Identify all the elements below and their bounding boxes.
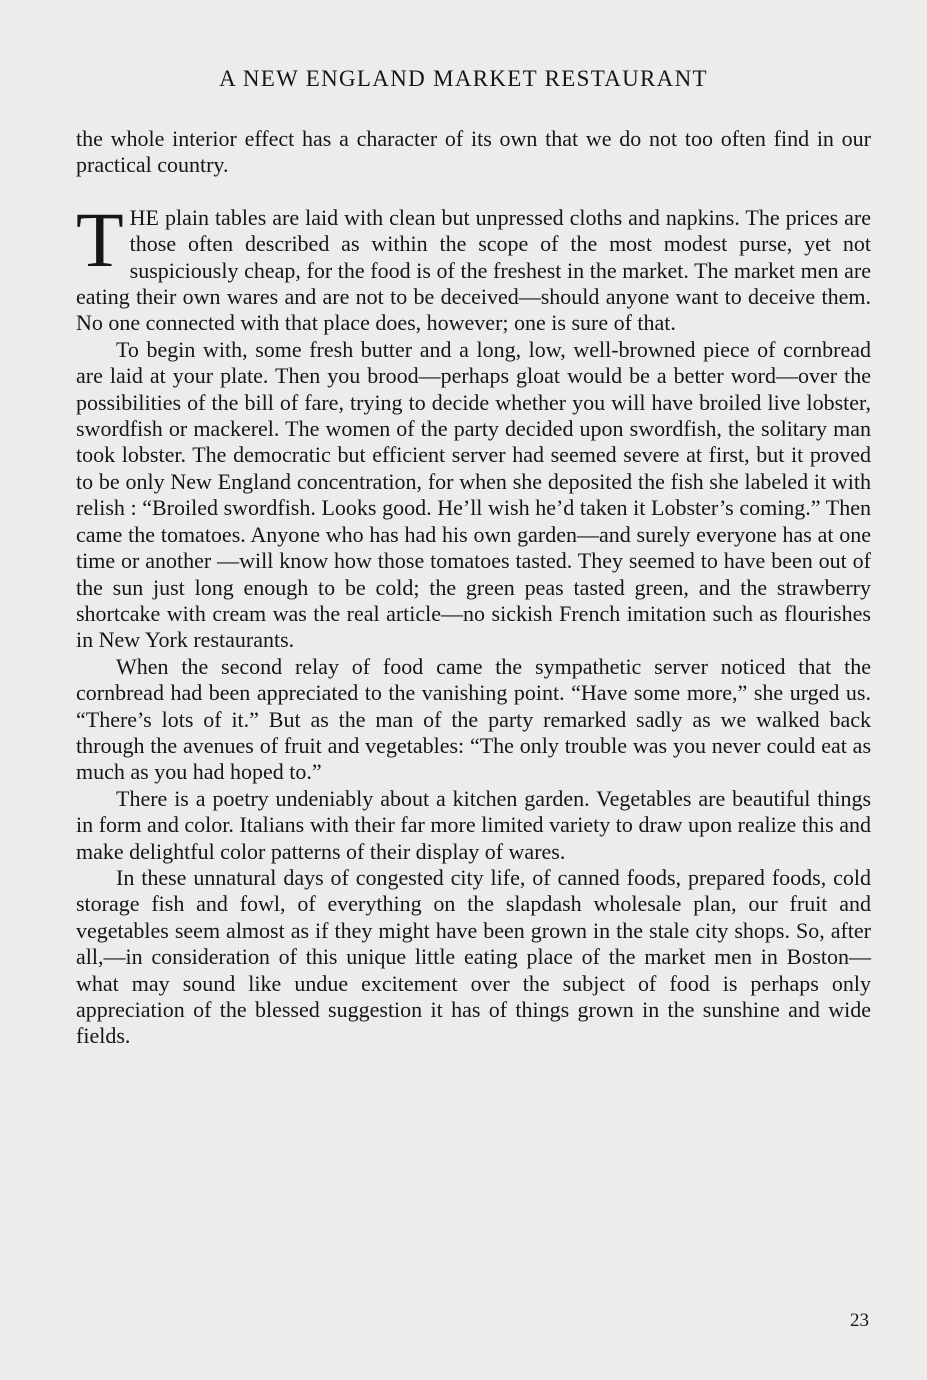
paragraph: To begin with, some fresh butter and a long, low, well-browned piece of cornbread are laid at your plate. Then you brood—perhaps gloat would be a better word—over the possibilities of the bill of fare, trying to decide whether you will have broiled live lobster, swordfish or mackerel. The women of the party decided upon swordfish, the solitary man took lobster. The democratic but efficient server had seemed severe at first, but it proved to be only New England concentration, for when she deposited the fish she labeled it with relish : “Broiled swordfish. Looks good. He’ll wish he’d taken it Lobster’s coming.” Then came the tomatoes. Anyone who has had his own garden—and surely everyone has at one time or another —will know how those tomatoes tasted. They seemed to have been out of the sun just long enough to be cold; the green peas tasted green, and the strawberry shortcake with cream was the real article—no sickish French imitation such as flourishes in New York restaurants. <box>76 336 871 653</box>
drop-cap-letter: T <box>76 195 124 283</box>
paragraph-dropcap-text: HE plain tables are laid with clean but unpressed cloths and napkins. The prices are those often described as within the scope of the most modest purse, yet not suspiciously cheap, for the food is of the freshest in the market. The market men are eating their own wares and are not to be deceived—should anyone want to deceive them. No one connected with that place does, however; one is sure of that. <box>76 204 871 336</box>
paragraph: In these unnatural days of congested city life, of canned foods, prepared foods, cold storage fish and fowl, of everything on the slapdash wholesale plan, our fruit and vegetables seem almost as if they might have been grown in the stale city shops. So, after all,—in consideration of this unique little eating place of the market men in Boston—what may sound like undue excitement over the subject of food is perhaps only appreciation of the blessed suggestion it has of things grown in the sunshine and wide fields. <box>76 864 871 1049</box>
paragraph: There is a poetry undeniably about a kitchen garden. Vegetables are beautiful things in form and color. Italians with their far more limited variety to draw upon realize this and make delightful color patterns of their display of wares. <box>76 785 871 864</box>
paragraph-dropcap <box>76 195 871 337</box>
page-number: 23 <box>850 1310 869 1331</box>
paragraph: When the second relay of food came the sympathetic server noticed that the cornbread had been appreciated to the vanishing point. “Have some more,” she urged us. “There’s lots of it.” But as the man of the party remarked sadly as we walked back through the avenues of fruit and vegetables: “The only trouble was you never could eat as much as you had hoped to.” <box>76 653 871 785</box>
body-text <box>76 126 871 1050</box>
paragraph-continuation: the whole interior effect has a character of its own that we do not too often find in our practical country. <box>76 126 871 178</box>
running-title: A NEW ENGLAND MARKET RESTAURANT <box>219 66 708 91</box>
